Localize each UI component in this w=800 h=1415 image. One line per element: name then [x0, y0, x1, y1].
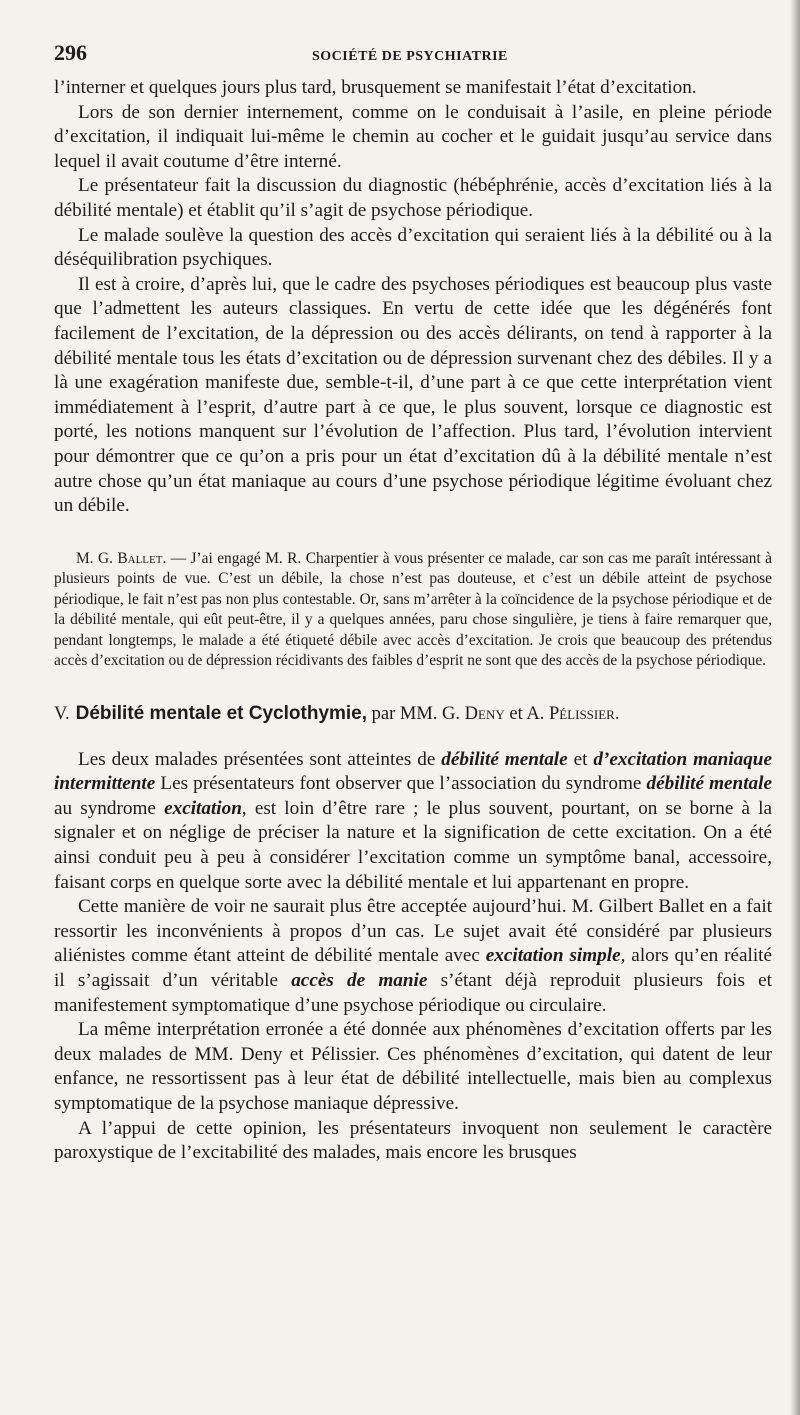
text-run: au syndrome	[54, 797, 165, 819]
paragraph: Il est à croire, d’après lui, que le cadre des psychoses périodiques est beaucoup plus vaste que l’admettent les auteurs classiques. En vertu de cette idée que les dégénérés font facilement de l’excitation, de la dépression ou des accès délirants, on tend à rapporter à la débilité mentale tous les états d’excitation ou de dépression survenant chez des débiles. Il y a là une exagération manifeste due, semble-t-il, d’une part à ce que cette interprétation vient immédiatement à l’esprit, d’autre part à ce que, le plus souvent, lorsque ce diagnostic est porté, les notions manquent sur l’évolution de l’affection. Plus tard, l’évolution intervient pour démontrer que ce qu’on a pris pour un état d’excitation dû à la débilité mentale n’est autre chose qu’un état maniaque au cours d’une psychose périodique légitime évoluant chez un débile.	[54, 273, 772, 517]
emphasis: d’excitation maniaque intermittente	[54, 748, 772, 795]
text-run: Cette manière de voir ne saurait plus être acceptée aujourd’hui. M. Gilbert Ballet en a fait ressortir les inconvénients à propos d’un cas. Le sujet avait été considéré par plusieurs aliénistes comme étant atteint de débilité mentale avec	[54, 896, 772, 967]
text-run: Les deux malades présentées sont atteintes de	[78, 748, 442, 770]
paragraph: Le malade soulève la question des accès d’excitation qui seraient liés à la débilité ou à la déséquilibration psychiques.	[54, 224, 772, 271]
section-author-2: Pélissier	[548, 703, 615, 724]
text-run: s’étant déjà reproduit plusieurs fois et manifestement symptomatique d’une psychose périodique ou circulaire.	[54, 970, 772, 1016]
note-speaker-name: Ballet	[117, 549, 163, 567]
paragraph: Le présentateur fait la discussion du diagnostic (hébéphrénie, accès d’excitation liés à la débilité mentale) et établit qu’il s’agit de psychose périodique.	[54, 175, 772, 221]
section-heading	[54, 702, 772, 726]
page-number: 296	[54, 40, 87, 65]
running-title: SOCIÉTÉ DE PSYCHIATRIE	[312, 49, 508, 64]
paragraph: La même interprétation erronée a été donnée aux phénomènes d’excitation offerts par les deux malades de MM. Deny et Pélissier. Ces phénomènes d’excitation, qui datent de leur enfance, ne ressortissent pas à leur état de débilité intellectuelle, mais bien au complexus symptomatique de la psychose maniaque dépressive.	[54, 1019, 772, 1114]
section-text	[54, 748, 772, 1166]
note-speaker-prefix: M. G.	[76, 549, 118, 567]
section-title: Débilité mentale et Cyclothymie,	[75, 702, 368, 724]
text-run: Les présentateurs font observer que l’association du syndrome	[155, 773, 647, 795]
emphasis: excitation simple	[485, 945, 621, 967]
paragraph	[54, 895, 772, 1018]
main-text	[54, 76, 772, 519]
note-text: . — J’ai engagé M. R. Charpentier à vous présenter ce malade, car son cas me paraît intéressant à plusieurs points de vue. C’est un débile, la chose n’est pas douteuse, et c’est un débile atteint de psychose périodique, le fait n’est pas non plus contestable. Or, sans m’arrêter à la coïncidence de la psychose périodique et de la débilité mentale, qui eût peut-être, il y a quelques années, paru chose singulière, je tiens à faire remarquer que, pendant longtemps, le malade a été étiqueté débile avec accès d’excitation. Je crois que beaucoup des prétendus accès d’excitation ou de dépression récidivants des faibles d’esprit ne sont que des accès de la psychose périodique.	[54, 549, 772, 670]
paragraph: Lors de son dernier internement, comme on le conduisait à l’asile, en pleine période d’excitation, il indiquait lui-même le chemin au cocher et le guidait jusqu’au service dans lequel il avait coutume d’être interné.	[54, 101, 772, 172]
section-and: et A.	[504, 703, 549, 724]
section-end: .	[614, 703, 620, 724]
emphasis: excitation	[164, 797, 242, 819]
page-edge-shadow	[790, 0, 800, 1415]
emphasis: débilité mentale	[441, 748, 568, 770]
note-paragraph	[54, 549, 772, 672]
text-run: , alors qu’en réalité il s’agissait d’un véritable	[54, 945, 773, 992]
paragraph: l’interner et quelques jours plus tard, brusquement se manifestait l’état d’excitation.	[54, 77, 697, 98]
discussion-note	[54, 549, 772, 672]
section-by: par MM. G.	[367, 703, 465, 724]
text-run: , est loin d’être rare ; le plus souvent, pourtant, on se borne à la signaler et on néglige de préciser la nature et la signification de cette excitation. On a été ainsi conduit peu à peu à considérer l’excitation comme un symptôme banal, accessoire, faisant corps en quelque sorte avec la débilité mentale et lui appartenant en propre.	[54, 797, 772, 893]
paragraph	[54, 748, 772, 896]
paragraph: A l’appui de cette opinion, les présentateurs invoquent non seulement le caractère paroxystique de l’excitabilité des malades, mais encore les brusques	[54, 1117, 772, 1164]
section-author-1: Deny	[464, 703, 505, 724]
text-run: et	[567, 748, 594, 770]
section-number: V.	[54, 703, 70, 724]
emphasis: accès de manie	[291, 970, 428, 992]
page-header	[54, 40, 772, 76]
emphasis: débilité mentale	[646, 773, 772, 795]
